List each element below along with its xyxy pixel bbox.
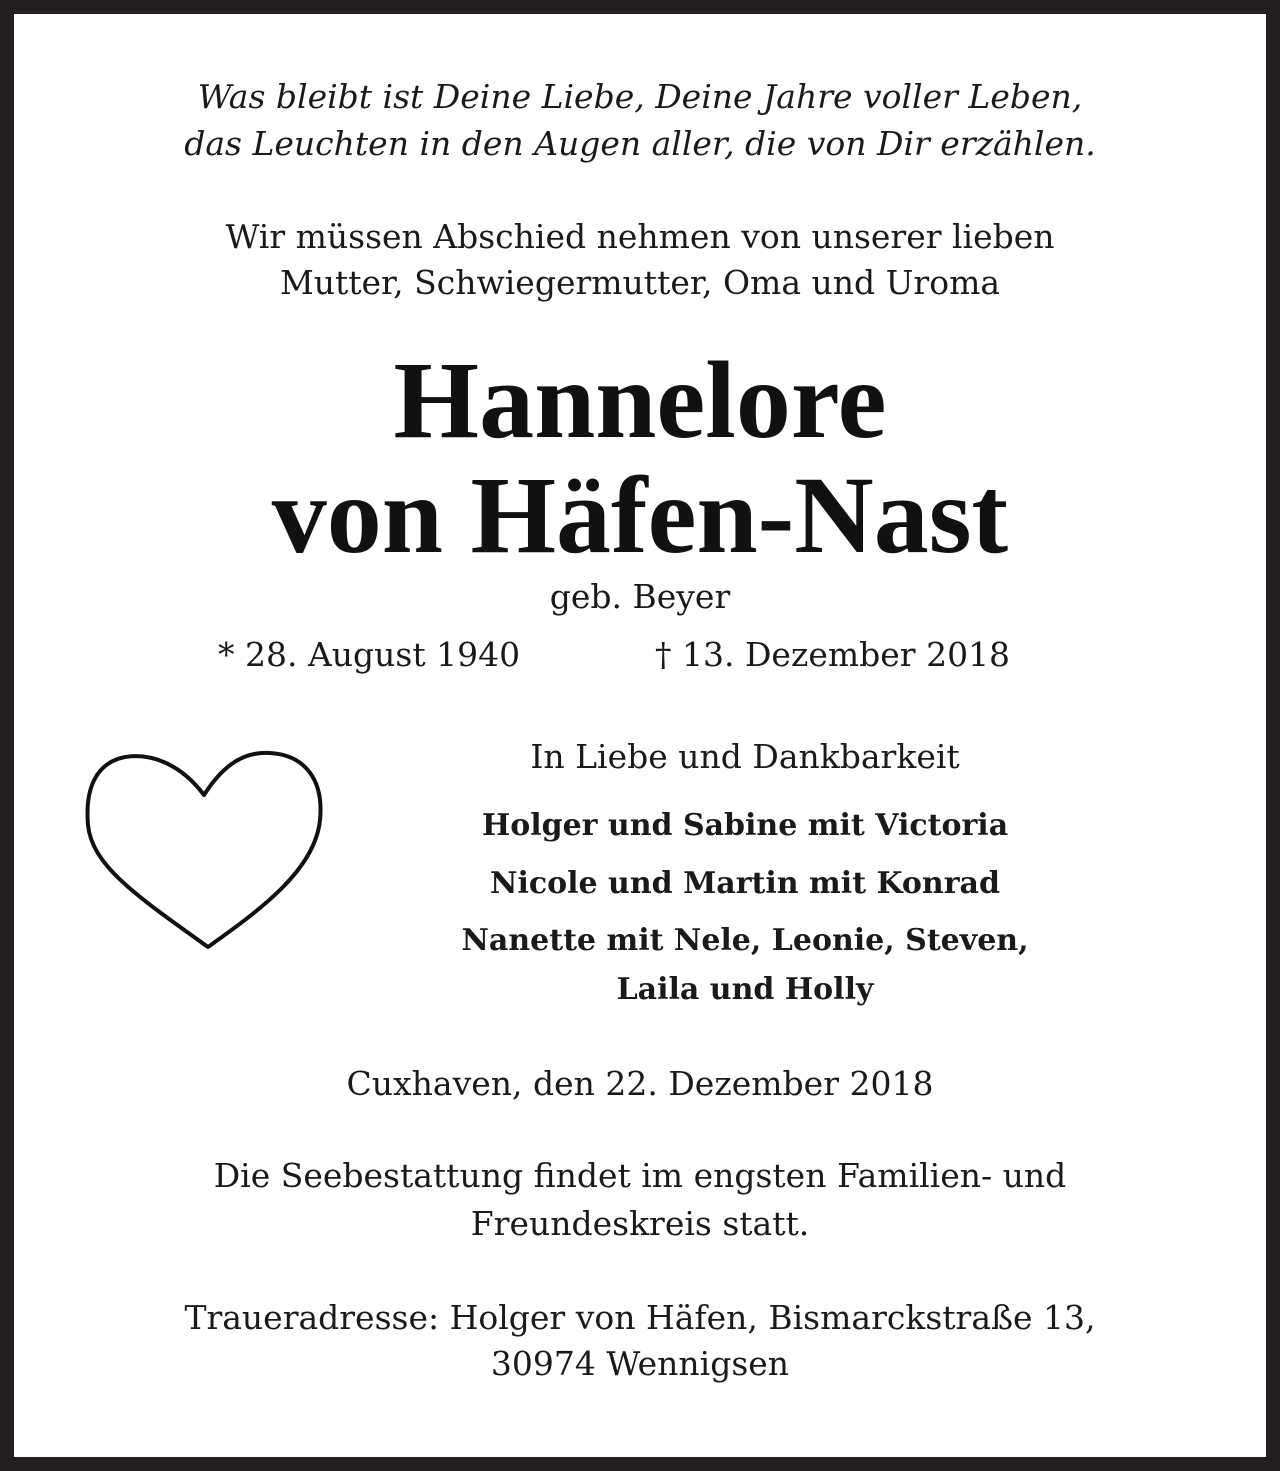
quote-line: Was bleibt ist Deine Liebe, Deine Jahre voller Leben, <box>197 77 1083 116</box>
birth-date: * 28. August 1940 <box>218 635 521 674</box>
family-line: Nicole und Martin mit Konrad <box>490 866 1000 901</box>
deceased-last-name: von Häfen-Nast <box>271 454 1009 576</box>
maiden-name: geb. Beyer <box>549 577 731 616</box>
address-line: Traueradresse: Holger von Häfen, Bismarckstraße 13, <box>184 1298 1096 1337</box>
deceased-first-name: Hannelore <box>393 339 887 461</box>
intro-line: Mutter, Schwiegermutter, Oma und Uroma <box>279 263 1001 302</box>
heart-outline-icon <box>80 745 330 955</box>
funeral-line: Die Seebestattung findet im engsten Familien- und <box>213 1156 1067 1195</box>
quote-line: das Leuchten in den Augen aller, die von Dir erzählen. <box>184 124 1096 163</box>
funeral-line: Freundeskreis statt. <box>470 1204 810 1243</box>
family-line: Laila und Holly <box>616 972 874 1007</box>
intro-line: Wir müssen Abschied nehmen von unserer lieben <box>225 217 1055 256</box>
place-date: Cuxhaven, den 22. Dezember 2018 <box>346 1064 934 1103</box>
family-line: Nanette mit Nele, Leonie, Steven, <box>461 923 1029 958</box>
death-date: † 13. Dezember 2018 <box>655 635 1011 674</box>
dedication: In Liebe und Dankbarkeit <box>530 737 960 776</box>
address-line: 30974 Wennigsen <box>490 1344 790 1383</box>
family-line: Holger und Sabine mit Victoria <box>481 808 1009 843</box>
